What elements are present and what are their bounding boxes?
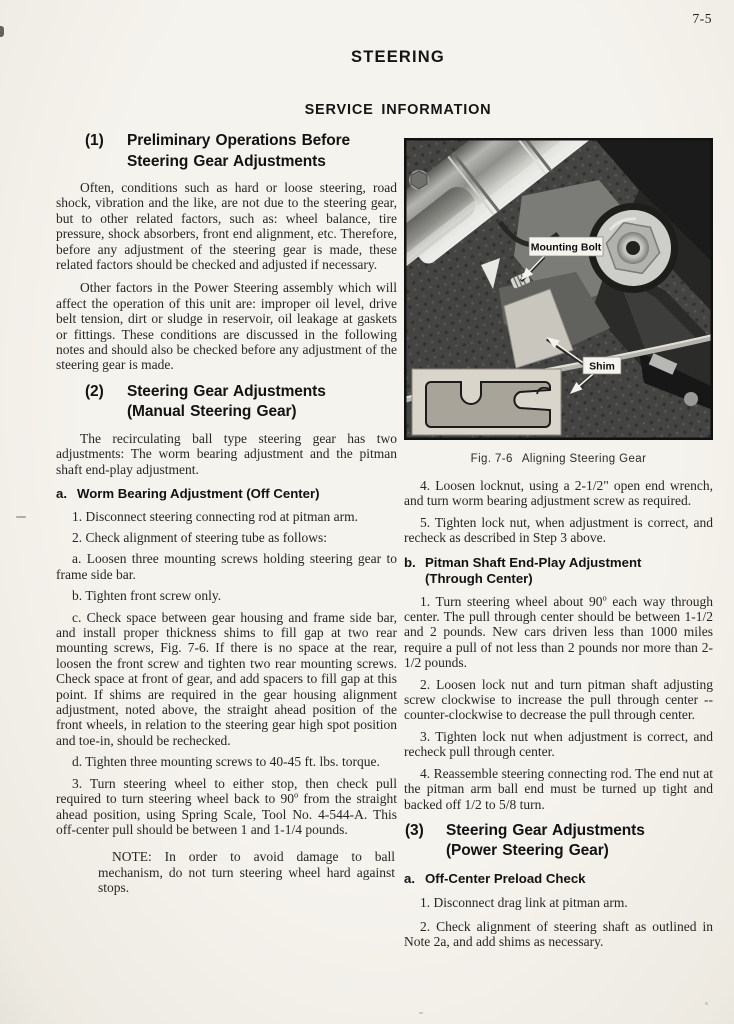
- step-2d-torque: d. Tighten three mounting screws to 40-45 ft. lbs. torque.: [72, 754, 380, 770]
- scan-artifact-speck: [705, 1002, 708, 1005]
- svg-text:Mounting Bolt: Mounting Bolt: [530, 241, 602, 254]
- shim-inset: [412, 369, 561, 435]
- step-4-loosen-locknut: 4. Loosen locknut, using a 2-1/2" open end wrench, and turn worm bearing adjustment screw as required.: [404, 478, 713, 509]
- paragraph-recirculating: The recirculating ball type steering gear has two adjustments: The worm bearing adjustment and the pitman shaft end-play adjustment.: [56, 430, 397, 477]
- page-number: 7-5: [692, 11, 712, 26]
- doc-title: STEERING: [351, 48, 445, 66]
- svg-text:Shim: Shim: [589, 360, 615, 373]
- step-b3-tighten-locknut: 3. Tighten lock nut when adjustment is correct, and recheck pull through center.: [404, 728, 713, 760]
- doc-subtitle: SERVICE INFORMATION: [304, 102, 492, 118]
- figure-photo: [404, 138, 713, 440]
- section-1-title: Preliminary Operations Before Steering Gear Adjustments: [127, 132, 351, 170]
- note-paragraph: NOTE: In order to avoid damage to ball mechanism, do not turn steering wheel hard against stops.: [98, 849, 395, 896]
- step-b4-reassemble: 4. Reassemble steering connecting rod. The end nut at the pitman arm ball end must be turned up tight and backed off 1/2 to 5/8 turn.: [404, 765, 713, 812]
- step-b2-loosen-locknut: 2. Loosen lock nut and turn pitman shaft adjusting screw clockwise to increase the pull through center -- counter-clockwise to decrease the pull through center.: [404, 676, 713, 723]
- step-3-turn-wheel: 3. Turn steering wheel to either stop, then check pull required to turn steering wheel back to 90$^o$ from the straight ahead position, using Spring Scale, Tool No. 4-544-A. This off-center pull should be between 1 and 1-1/4 pounds.: [56, 775, 397, 837]
- subheading-pitman-shaft: b. Pitman Shaft End-Play Adjustment (Through Center): [404, 554, 642, 587]
- section-3-heading: [404, 821, 713, 862]
- degree-superscript: o: [602, 592, 607, 603]
- step-a1-disconnect-drag-link: 1. Disconnect drag link at pitman arm.: [420, 895, 628, 911]
- section-1-heading: [56, 131, 397, 172]
- scan-artifact-speck: [419, 1012, 423, 1014]
- step-a2-check-alignment: 2. Check alignment of steering shaft as outlined in Note 2a, and add shims as necessary.: [404, 918, 713, 950]
- step-check-alignment: 2. Check alignment of steering tube as follows:: [72, 530, 327, 545]
- scan-artifact-edge-mark: [0, 26, 4, 37]
- subheading-worm-bearing: a. Worm Bearing Adjustment (Off Center): [56, 486, 320, 502]
- section-3-number: (3): [405, 821, 424, 839]
- step-5-tighten-locknut: 5. Tighten lock nut, when adjustment is correct, and recheck as described in Step 3 above.: [404, 514, 713, 546]
- section-2-heading: [56, 382, 397, 423]
- step-2c-check-space: c. Check space between gear housing and frame side bar, and install proper thickness shims to fill gap at two rear mounting screws, Fig. 7-6. If there is no space at the rear, loosen the front screw and tighten two rear mounting screws. Check space at front of gear, and add spacers to fill gap at this point. If shims are required in the gear housing alignment adjustment, noted above, the straight ahead position of the front wheels, in relation to the steering gear high spot position and toe-in, should be rechecked.: [56, 609, 397, 748]
- step-disconnect-rod: 1. Disconnect steering connecting rod at pitman arm.: [72, 508, 359, 524]
- right-column: [404, 138, 713, 950]
- figure-caption: Fig. 7-6 Aligning Steering Gear: [470, 453, 647, 465]
- degree-superscript: o: [293, 789, 299, 800]
- section-2-title: Steering Gear Adjustments (Manual Steering Gear): [127, 382, 326, 421]
- section-1-number: (1): [85, 132, 104, 149]
- paragraph-preliminary-2: Other factors in the Power Steering assembly which will affect the operation of this unit are: improper oil level, drive belt tension, dirt or sludge in reservoir, oil leakage at gaskets or fittings. These conditions are discussed in the following notes and should also be checked before any adjustment of the steering gear is made.: [56, 280, 397, 373]
- step-2b-tighten-front: b. Tighten front screw only.: [72, 588, 222, 604]
- step-2a-loosen-screws: a. Loosen three mounting screws holding steering gear to frame side bar.: [56, 551, 397, 582]
- section-3-title: Steering Gear Adjustments (Power Steering Gear): [446, 821, 645, 860]
- paragraph-preliminary-1: Often, conditions such as hard or loose steering, road shock, vibration and the like, are not due to the steering gear, but to other related factors, such as: wheel balance, tire pressure, shock absorbers, front end alignment, etc. Therefore, before any adjustment of the steering gear is made, these related factors should be checked and adjusted if necessary.: [56, 180, 397, 273]
- steering-gear-photo: [404, 138, 713, 440]
- section-2-number: (2): [85, 382, 104, 400]
- subheading-off-center-preload: a. Off-Center Preload Check: [404, 870, 586, 886]
- step-b1-turn-wheel: 1. Turn steering wheel about 90$^o$ each way through center. The pull through center should be between 1-1/2 and 2 pounds. New cars driven less than 1000 miles require a pull of not less than 2 pounds nor more than 2-1/2 pounds.: [404, 592, 713, 671]
- scan-artifact-margin-dash: [16, 516, 26, 518]
- left-column: [56, 131, 397, 896]
